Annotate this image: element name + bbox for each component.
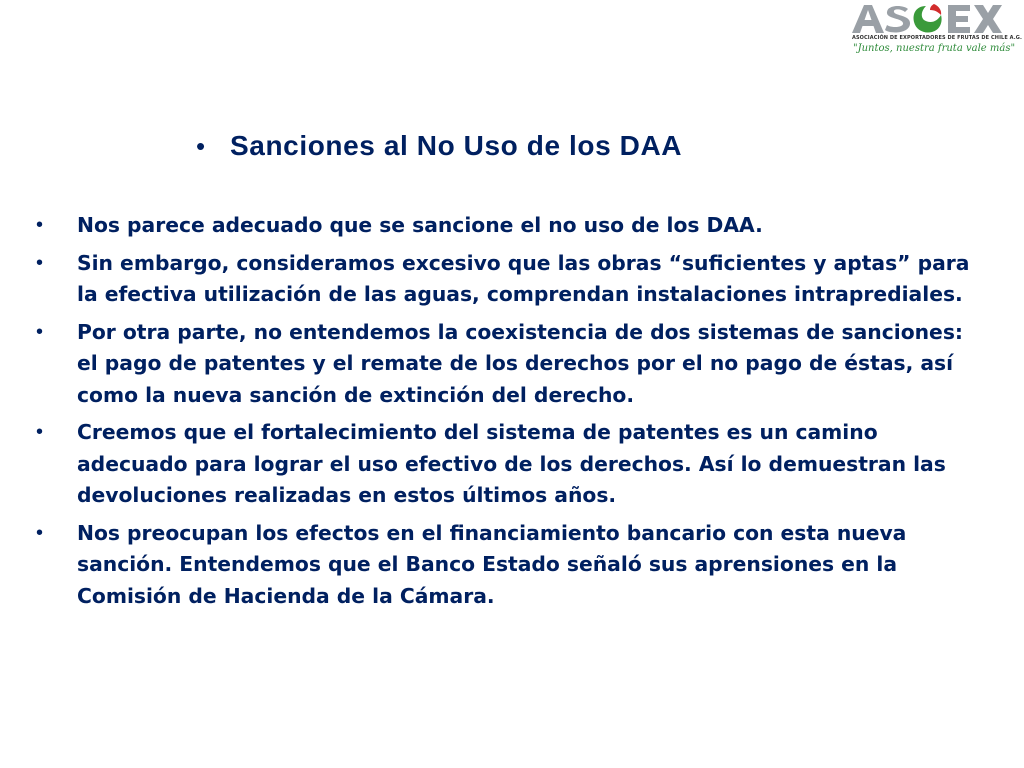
title-bullet: • (196, 130, 206, 161)
asoex-logo (842, 0, 1024, 62)
bullet-mark: • (36, 421, 44, 443)
bullet-mark: • (36, 320, 44, 343)
bullet-mark: • (36, 214, 44, 236)
slide-title-row (196, 126, 682, 166)
bullet-item (36, 317, 986, 412)
bullet-item (36, 248, 986, 311)
logo-subtitle: ASOCIACIÓN DE EXPORTADORES DE FRUTAS DE CHILE A.G. (852, 35, 1022, 41)
bullet-text: Creemos que el fortalecimiento del sistema de patentes es un camino adecuado para lograr el uso efectivo de los derechos. Así lo demuestran las devoluciones realizadas en estos últimos años. (77, 420, 946, 507)
bullet-text: Nos parece adecuado que se sancione el no uso de los DAA. (77, 213, 763, 237)
bullet-mark: • (36, 251, 44, 274)
logo-tagline: "Juntos, nuestra fruta vale más" (853, 43, 1016, 54)
bullet-text: Sin embargo, consideramos excesivo que las obras “suficientes y aptas” para la efectiva utilización de las aguas, comprendan instalaciones intraprediales. (77, 250, 970, 306)
bullet-list (36, 210, 986, 618)
bullet-text: Por otra parte, no entendemos la coexistencia de dos sistemas de sanciones: el pago de patentes y el remate de los derechos por el no pago de éstas, así como la nueva sanción de extinción del derecho. (77, 319, 963, 407)
slide-title: Sanciones al No Uso de los DAA (230, 130, 683, 161)
bullet-mark: • (36, 521, 44, 544)
bullet-item (36, 518, 986, 613)
bullet-item (36, 210, 986, 242)
bullet-item (36, 417, 986, 512)
bullet-text: Nos preocupan los efectos en el financiamiento bancario con esta nueva sanción. Entendemos que el Banco Estado señaló sus aprensiones en la Comisión de Hacienda de la Cámara. (77, 520, 907, 608)
